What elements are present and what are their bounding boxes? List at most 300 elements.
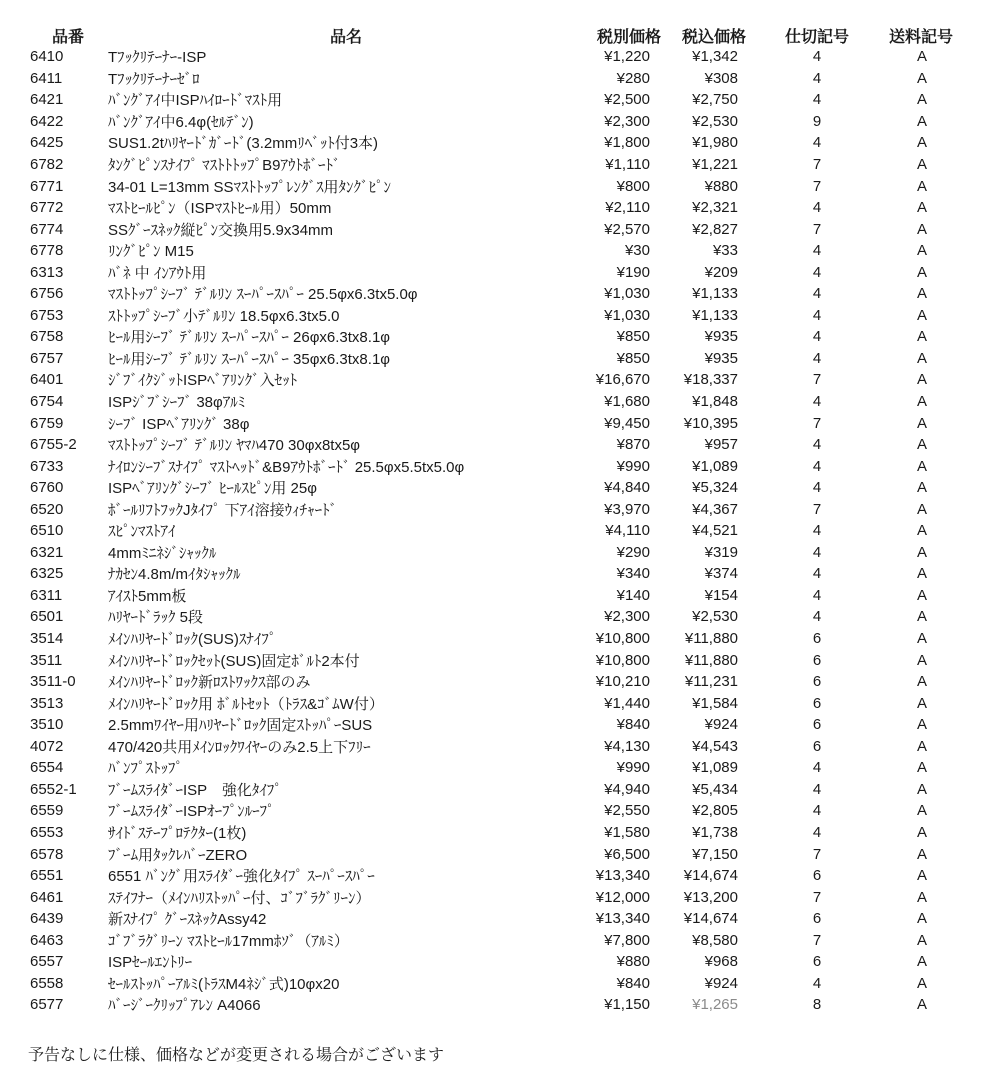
- cell-item-number: 6425: [30, 134, 64, 152]
- cell-item-name: ﾒｲﾝﾊﾘﾔｰﾄﾞﾛｯｸ新ﾛｽﾄﾜｯｸｽ部のみ: [108, 674, 311, 692]
- cell-partition-code: 4: [812, 242, 822, 260]
- cell-price-incl-tax: ¥1,089: [692, 457, 738, 475]
- cell-item-number: 3513: [30, 694, 64, 712]
- cell-item-number: 3510: [30, 716, 64, 734]
- cell-shipping-code: A: [916, 242, 927, 260]
- table-row: [0, 757, 1000, 779]
- cell-price-ex-tax: ¥7,800: [604, 931, 650, 949]
- cell-partition-code: 4: [812, 328, 822, 346]
- cell-item-number: 6733: [30, 457, 64, 475]
- cell-item-number: 6422: [30, 112, 64, 130]
- cell-price-ex-tax: ¥280: [616, 69, 650, 87]
- cell-price-ex-tax: ¥2,300: [604, 608, 650, 626]
- cell-shipping-code: A: [916, 328, 927, 346]
- cell-partition-code: 4: [812, 393, 822, 411]
- cell-price-ex-tax: ¥4,130: [604, 737, 650, 755]
- cell-price-incl-tax: ¥1,265: [692, 996, 738, 1014]
- cell-price-ex-tax: ¥990: [616, 457, 650, 475]
- cell-partition-code: 4: [812, 134, 822, 152]
- cell-price-ex-tax: ¥2,110: [605, 199, 650, 217]
- cell-partition-code: 4: [812, 759, 822, 777]
- cell-shipping-code: A: [916, 608, 927, 626]
- cell-item-number: 6559: [30, 802, 64, 820]
- table-row: [0, 326, 1000, 348]
- cell-item-name: ｱｲｽﾄ5mm板: [108, 587, 187, 605]
- cell-price-incl-tax: ¥209: [704, 263, 738, 281]
- cell-item-name: ﾀﾝｸﾞﾋﾟﾝｽﾅｲﾌﾟ ﾏｽﾄﾄﾄｯﾌﾟB9ｱｳﾄﾎﾞｰﾄﾞ: [108, 157, 341, 174]
- cell-partition-code: 4: [812, 479, 822, 497]
- cell-partition-code: 4: [812, 285, 822, 303]
- cell-item-name: 4mmﾐﾆﾈｼﾞｼｬｯｸﾙ: [108, 544, 217, 562]
- cell-shipping-code: A: [916, 759, 927, 777]
- table-row: [0, 348, 1000, 370]
- cell-price-incl-tax: ¥2,750: [692, 91, 738, 109]
- cell-price-ex-tax: ¥840: [616, 716, 650, 734]
- cell-shipping-code: A: [916, 867, 927, 885]
- cell-price-ex-tax: ¥10,800: [595, 630, 650, 648]
- cell-price-incl-tax: ¥968: [704, 953, 738, 971]
- cell-item-name: ｼﾞﾌﾞｲｸｼﾞｯﾄISPﾍﾞｱﾘﾝｸﾞ入ｾｯﾄ: [108, 372, 298, 390]
- cell-price-incl-tax: ¥924: [704, 716, 738, 734]
- table-row: [0, 563, 1000, 585]
- cell-price-ex-tax: ¥850: [616, 349, 650, 367]
- cell-partition-code: 4: [812, 91, 822, 109]
- cell-price-ex-tax: ¥13,340: [595, 910, 650, 928]
- cell-price-ex-tax: ¥1,110: [605, 156, 650, 173]
- cell-item-name: ﾒｲﾝﾊﾘﾔｰﾄﾞﾛｯｸｾｯﾄ(SUS)固定ﾎﾞﾙﾄ2本付: [108, 652, 360, 670]
- cell-price-ex-tax: ¥1,030: [604, 285, 650, 303]
- column-header-item-name: 品名: [329, 29, 363, 46]
- cell-price-incl-tax: ¥8,580: [692, 931, 738, 949]
- cell-price-incl-tax: ¥11,880: [684, 630, 738, 648]
- cell-item-number: 6760: [30, 479, 64, 497]
- cell-item-number: 6551: [30, 867, 64, 885]
- cell-item-name: ﾊﾘﾔｰﾄﾞﾗｯｸ 5段: [108, 609, 204, 627]
- cell-partition-code: 7: [812, 414, 822, 432]
- cell-shipping-code: A: [916, 306, 927, 324]
- cell-shipping-code: A: [916, 586, 927, 604]
- table-row: [0, 542, 1000, 564]
- cell-partition-code: 4: [812, 522, 822, 540]
- cell-price-ex-tax: ¥12,000: [595, 888, 650, 906]
- cell-shipping-code: A: [916, 522, 927, 540]
- cell-item-number: 6756: [30, 285, 64, 303]
- cell-item-number: 6778: [30, 242, 64, 260]
- cell-item-number: 4072: [30, 737, 64, 755]
- cell-item-number: 6774: [30, 220, 64, 238]
- cell-price-incl-tax: ¥18,337: [683, 371, 738, 389]
- cell-item-name: SUS1.2tﾊﾘﾔｰﾄﾞｶﾞｰﾄﾞ(3.2mmﾘﾍﾞｯﾄ付3本): [108, 135, 379, 153]
- cell-price-incl-tax: ¥957: [704, 436, 738, 454]
- table-row: [0, 240, 1000, 262]
- cell-price-incl-tax: ¥10,395: [683, 414, 738, 432]
- cell-price-ex-tax: ¥16,670: [595, 371, 650, 389]
- cell-shipping-code: A: [916, 371, 927, 389]
- cell-shipping-code: A: [916, 543, 927, 561]
- cell-partition-code: 4: [812, 780, 822, 798]
- cell-partition-code: 6: [812, 673, 822, 691]
- cell-price-ex-tax: ¥1,440: [604, 694, 650, 712]
- cell-price-ex-tax: ¥880: [616, 953, 650, 971]
- cell-price-incl-tax: ¥4,543: [692, 737, 738, 755]
- cell-shipping-code: A: [916, 91, 927, 109]
- cell-item-name: ﾒｲﾝﾊﾘﾔｰﾄﾞﾛｯｸ(SUS)ｽﾅｲﾌﾟ: [108, 631, 277, 649]
- cell-item-name: ﾅｶｾﾝ4.8m/mｲﾀｼｬｯｸﾙ: [108, 566, 241, 584]
- cell-partition-code: 9: [812, 112, 822, 130]
- cell-price-ex-tax: ¥10,210: [595, 673, 650, 691]
- cell-item-name: ﾊﾞｰｼﾞｰｸﾘｯﾌﾟｱﾚﾝ A4066: [108, 997, 261, 1015]
- cell-price-incl-tax: ¥935: [704, 349, 738, 367]
- cell-item-number: 3511: [30, 651, 63, 669]
- cell-item-number: 6552-1: [30, 780, 77, 798]
- cell-item-number: 6578: [30, 845, 64, 863]
- cell-price-ex-tax: ¥1,580: [604, 823, 650, 841]
- cell-item-number: 6313: [30, 263, 64, 281]
- cell-price-incl-tax: ¥5,324: [692, 479, 738, 497]
- cell-price-incl-tax: ¥2,530: [692, 608, 738, 626]
- cell-price-incl-tax: ¥308: [704, 69, 738, 87]
- cell-shipping-code: A: [916, 134, 927, 152]
- cell-partition-code: 7: [812, 845, 822, 863]
- cell-price-incl-tax: ¥1,133: [692, 306, 738, 324]
- table-row: [0, 908, 1000, 930]
- cell-item-name: ﾊﾞﾝﾌﾟｽﾄｯﾌﾟ: [108, 760, 184, 778]
- cell-shipping-code: A: [916, 156, 927, 173]
- cell-shipping-code: A: [916, 802, 927, 820]
- cell-price-incl-tax: ¥319: [704, 543, 738, 561]
- table-row: [0, 477, 1000, 499]
- cell-item-name: ISPﾍﾞｱﾘﾝｸﾞｼｰﾌﾞ ﾋｰﾙｽﾋﾟﾝ用 25φ: [108, 480, 317, 498]
- cell-partition-code: 7: [812, 371, 822, 389]
- cell-price-ex-tax: ¥1,800: [604, 134, 650, 152]
- footer-note: 予告なしに仕様、価格などが変更される場合がございます: [28, 1047, 445, 1064]
- table-row: [0, 886, 1000, 908]
- cell-item-name: ﾊﾞﾈ 中 ｲﾝｱｳﾄ用: [108, 264, 207, 282]
- cell-item-number: 6421: [30, 91, 64, 109]
- cell-item-number: 6557: [30, 953, 64, 971]
- cell-item-number: 6501: [30, 608, 64, 626]
- cell-item-number: 6772: [30, 199, 64, 217]
- table-row: [0, 520, 1000, 542]
- cell-price-incl-tax: ¥11,231: [684, 673, 738, 691]
- cell-price-incl-tax: ¥924: [704, 974, 738, 992]
- cell-item-number: 6558: [30, 974, 64, 992]
- table-row: [0, 369, 1000, 391]
- cell-shipping-code: A: [916, 737, 927, 755]
- cell-item-number: 6758: [30, 328, 64, 346]
- cell-price-incl-tax: ¥374: [704, 565, 738, 583]
- cell-item-name: 34-01 L=13mm SSﾏｽﾄﾄｯﾌﾟﾚﾝｸﾞｽ用ﾀﾝｸﾞﾋﾟﾝ: [108, 178, 391, 196]
- table-row: [0, 628, 1000, 650]
- cell-item-name: SSｸﾞｰｽﾈｯｸ縦ﾋﾟﾝ交換用5.9x34mm: [108, 221, 334, 239]
- cell-shipping-code: A: [916, 953, 927, 971]
- cell-partition-code: 7: [812, 156, 822, 173]
- cell-price-incl-tax: ¥1,221: [692, 156, 738, 173]
- cell-price-ex-tax: ¥840: [616, 974, 650, 992]
- cell-price-ex-tax: ¥340: [616, 565, 650, 583]
- cell-shipping-code: A: [916, 910, 927, 928]
- cell-price-incl-tax: ¥14,674: [683, 867, 738, 885]
- cell-item-name: ﾊﾞﾝｸﾞｱｲ中6.4φ(ｾﾙﾃﾞﾝ): [108, 113, 254, 131]
- table-row: [0, 951, 1000, 973]
- cell-shipping-code: A: [916, 263, 927, 281]
- cell-item-name: ﾏｽﾄﾄｯﾌﾟｼｰﾌﾞ ﾃﾞﾙﾘﾝ ﾔﾏﾊ470 30φx8tx5φ: [108, 437, 361, 455]
- cell-price-incl-tax: ¥4,367: [692, 500, 738, 518]
- cell-item-name: ﾌﾞｰﾑｽﾗｲﾀﾞｰISPｵｰﾌﾟﾝﾙｰﾌﾟ: [108, 803, 275, 821]
- table-row: [0, 132, 1000, 154]
- cell-item-number: 6755-2: [30, 436, 77, 454]
- cell-price-ex-tax: ¥1,030: [604, 306, 650, 324]
- cell-price-incl-tax: ¥1,584: [692, 694, 738, 712]
- cell-shipping-code: A: [916, 888, 927, 906]
- cell-partition-code: 6: [812, 953, 822, 971]
- cell-shipping-code: A: [916, 780, 927, 798]
- cell-item-number: 6520: [30, 500, 64, 518]
- cell-shipping-code: A: [916, 177, 927, 195]
- cell-price-incl-tax: ¥2,321: [692, 199, 738, 217]
- table-row: [0, 197, 1000, 219]
- cell-price-ex-tax: ¥140: [616, 586, 650, 604]
- cell-item-name: ISPｼﾞﾌﾞｼｰﾌﾞ 38φｱﾙﾐ: [108, 394, 246, 412]
- cell-item-number: 6577: [30, 996, 64, 1014]
- cell-price-ex-tax: ¥990: [616, 759, 650, 777]
- cell-price-ex-tax: ¥1,150: [604, 996, 650, 1014]
- table-header: [0, 24, 1000, 46]
- cell-item-name: ﾋｰﾙ用ｼｰﾌﾞ ﾃﾞﾙﾘﾝ ｽｰﾊﾟｰｽﾊﾟｰ 26φx6.3tx8.1φ: [108, 329, 391, 347]
- cell-price-incl-tax: ¥2,805: [692, 802, 738, 820]
- table-row: [0, 714, 1000, 736]
- cell-partition-code: 4: [812, 802, 822, 820]
- cell-price-ex-tax: ¥4,940: [604, 780, 650, 798]
- cell-item-name: 新ｽﾅｲﾌﾟ ｸﾞｰｽﾈｯｸAssy42: [108, 911, 267, 929]
- cell-item-name: ｻｲﾄﾞｽﾃｰﾌﾟﾛﾃｸﾀｰ(1枚): [108, 824, 247, 842]
- cell-item-name: ﾅｲﾛﾝｼｰﾌﾞｽﾅｲﾌﾟ ﾏｽﾄﾍｯﾄﾞ&B9ｱｳﾄﾎﾞｰﾄﾞ 25.5φx5.5tx5.0φ: [108, 458, 465, 476]
- cell-item-name: ﾎﾞｰﾙﾘﾌﾄﾌｯｸJﾀｲﾌﾟ 下ｱｲ溶接ｳｨﾁｬｰﾄﾞ: [108, 501, 338, 519]
- cell-item-name: ﾏｽﾄﾋｰﾙﾋﾟﾝ（ISPﾏｽﾄﾋｰﾙ用）50mm: [108, 200, 332, 218]
- cell-item-name: ﾊﾞﾝｸﾞｱｲ中ISPﾊｲﾛｰﾄﾞﾏｽﾄ用: [108, 92, 283, 110]
- cell-partition-code: 7: [812, 888, 822, 906]
- cell-item-name: ﾌﾞｰﾑ用ﾀｯｸﾚﾊﾞｰZERO: [108, 846, 248, 864]
- table-row: [0, 822, 1000, 844]
- cell-price-ex-tax: ¥1,680: [604, 393, 650, 411]
- cell-price-incl-tax: ¥7,150: [692, 845, 738, 863]
- cell-partition-code: 4: [812, 974, 822, 992]
- cell-price-incl-tax: ¥13,200: [683, 888, 738, 906]
- cell-item-number: 6439: [30, 910, 64, 928]
- cell-partition-code: 7: [812, 931, 822, 949]
- cell-item-number: 6401: [30, 371, 64, 389]
- cell-partition-code: 6: [812, 630, 822, 648]
- cell-partition-code: 6: [812, 651, 822, 669]
- cell-partition-code: 6: [812, 694, 822, 712]
- cell-partition-code: 6: [812, 716, 822, 734]
- cell-price-incl-tax: ¥1,133: [692, 285, 738, 303]
- cell-price-ex-tax: ¥190: [616, 263, 650, 281]
- table-row: [0, 283, 1000, 305]
- cell-item-name: ﾋｰﾙ用ｼｰﾌﾞ ﾃﾞﾙﾘﾝ ｽｰﾊﾟｰｽﾊﾟｰ 35φx6.3tx8.1φ: [108, 350, 391, 368]
- table-row: [0, 154, 1000, 176]
- cell-price-incl-tax: ¥935: [704, 328, 738, 346]
- cell-shipping-code: A: [916, 845, 927, 863]
- table-row: [0, 585, 1000, 607]
- table-row: [0, 498, 1000, 520]
- cell-shipping-code: A: [916, 651, 927, 669]
- cell-partition-code: 4: [812, 199, 822, 217]
- table-row: [0, 606, 1000, 628]
- table-row: [0, 305, 1000, 327]
- cell-item-number: 6753: [30, 306, 64, 324]
- table-row: [0, 929, 1000, 951]
- cell-item-name: ｽﾋﾟﾝﾏｽﾄｱｲ: [108, 523, 176, 541]
- cell-shipping-code: A: [916, 694, 927, 712]
- cell-shipping-code: A: [916, 500, 927, 518]
- cell-price-incl-tax: ¥880: [704, 177, 738, 195]
- cell-shipping-code: A: [916, 48, 927, 66]
- cell-item-name: 470/420共用ﾒｲﾝﾛｯｸﾜｲﾔｰのみ2.5上下ﾌﾘｰ: [108, 738, 371, 756]
- cell-shipping-code: A: [916, 996, 927, 1014]
- cell-partition-code: 4: [812, 586, 822, 604]
- cell-price-ex-tax: ¥13,340: [595, 867, 650, 885]
- cell-item-number: 6771: [30, 177, 64, 195]
- cell-shipping-code: A: [916, 199, 927, 217]
- cell-price-ex-tax: ¥2,570: [604, 220, 650, 238]
- cell-partition-code: 4: [812, 263, 822, 281]
- cell-item-number: 6461: [30, 888, 64, 906]
- cell-price-incl-tax: ¥5,434: [692, 780, 738, 798]
- cell-item-name: ﾒｲﾝﾊﾘﾔｰﾄﾞﾛｯｸ用 ﾎﾞﾙﾄｾｯﾄ（ﾄﾗｽ&ｺﾞﾑW付）: [108, 695, 384, 713]
- table-row: [0, 843, 1000, 865]
- cell-item-number: 6411: [30, 69, 63, 87]
- cell-price-incl-tax: ¥1,089: [692, 759, 738, 777]
- cell-shipping-code: A: [916, 220, 927, 238]
- cell-price-incl-tax: ¥1,848: [692, 393, 738, 411]
- cell-shipping-code: A: [916, 457, 927, 475]
- cell-partition-code: 6: [812, 867, 822, 885]
- column-header-shipping-code: 送料記号: [888, 29, 954, 46]
- cell-partition-code: 4: [812, 436, 822, 454]
- cell-item-name: Tﾌｯｸﾘﾃｰﾅｰ-ISP: [108, 49, 207, 67]
- table-row: [0, 736, 1000, 758]
- cell-price-ex-tax: ¥1,220: [604, 48, 650, 66]
- cell-shipping-code: A: [916, 630, 927, 648]
- cell-item-name: ｺﾞﾌﾞﾗｸﾞﾘｰﾝ ﾏｽﾄﾋｰﾙ17mmﾎｿﾞ（ｱﾙﾐ）: [108, 932, 349, 950]
- cell-price-incl-tax: ¥2,530: [692, 112, 738, 130]
- cell-price-ex-tax: ¥10,800: [595, 651, 650, 669]
- cell-price-incl-tax: ¥4,521: [692, 522, 738, 540]
- cell-price-ex-tax: ¥2,300: [604, 112, 650, 130]
- cell-partition-code: 4: [812, 48, 822, 66]
- cell-item-name: ﾌﾞｰﾑｽﾗｲﾀﾞｰISP 強化ﾀｲﾌﾟ: [108, 781, 282, 799]
- cell-shipping-code: A: [916, 349, 927, 367]
- cell-item-number: 6554: [30, 759, 64, 777]
- table-row: [0, 68, 1000, 90]
- table-row: [0, 973, 1000, 995]
- cell-shipping-code: A: [916, 69, 927, 87]
- cell-price-ex-tax: ¥4,840: [604, 479, 650, 497]
- cell-price-ex-tax: ¥290: [616, 543, 650, 561]
- cell-price-ex-tax: ¥6,500: [604, 845, 650, 863]
- cell-price-ex-tax: ¥4,110: [605, 522, 650, 540]
- cell-shipping-code: A: [916, 565, 927, 583]
- cell-item-number: 6410: [30, 48, 64, 66]
- cell-partition-code: 7: [812, 177, 822, 195]
- table-row: [0, 800, 1000, 822]
- cell-shipping-code: A: [916, 974, 927, 992]
- cell-partition-code: 4: [812, 69, 822, 87]
- cell-item-number: 6463: [30, 931, 64, 949]
- cell-item-name: 6551 ﾊﾞﾝｸﾞ用ｽﾗｲﾀﾞｰ強化ﾀｲﾌﾟ ｽｰﾊﾟｰｽﾊﾟｰ: [108, 868, 375, 886]
- cell-shipping-code: A: [916, 479, 927, 497]
- cell-item-number: 6754: [30, 393, 64, 411]
- cell-price-ex-tax: ¥2,500: [604, 91, 650, 109]
- cell-item-name: ｽﾃｲﾌﾅｰ（ﾒｲﾝﾊﾘｽﾄｯﾊﾟｰ付、ｺﾞﾌﾞﾗｸﾞﾘｰﾝ）: [108, 889, 371, 907]
- cell-partition-code: 4: [812, 608, 822, 626]
- table-row: [0, 111, 1000, 133]
- column-header-price-incl-tax: 税込価格: [681, 29, 747, 46]
- cell-price-incl-tax: ¥11,880: [684, 651, 738, 669]
- cell-partition-code: 4: [812, 543, 822, 561]
- cell-price-incl-tax: ¥1,342: [692, 48, 738, 66]
- cell-item-number: 6759: [30, 414, 64, 432]
- table-row: [0, 434, 1000, 456]
- table-row: [0, 865, 1000, 887]
- column-header-partition-code: 仕切記号: [784, 29, 850, 46]
- cell-partition-code: 4: [812, 457, 822, 475]
- cell-partition-code: 7: [812, 500, 822, 518]
- cell-shipping-code: A: [916, 673, 927, 691]
- cell-shipping-code: A: [916, 931, 927, 949]
- cell-price-incl-tax: ¥154: [704, 586, 738, 604]
- cell-partition-code: 4: [812, 349, 822, 367]
- table-row: [0, 261, 1000, 283]
- table-row: [0, 779, 1000, 801]
- cell-price-incl-tax: ¥1,738: [692, 823, 738, 841]
- table-row: [0, 46, 1000, 68]
- cell-shipping-code: A: [916, 414, 927, 432]
- cell-item-number: 6553: [30, 823, 64, 841]
- table-row: [0, 175, 1000, 197]
- cell-shipping-code: A: [916, 285, 927, 303]
- cell-shipping-code: A: [916, 716, 927, 734]
- cell-partition-code: 4: [812, 306, 822, 324]
- table-row: [0, 692, 1000, 714]
- cell-price-ex-tax: ¥2,550: [604, 802, 650, 820]
- cell-shipping-code: A: [916, 823, 927, 841]
- cell-item-number: 3514: [30, 630, 64, 648]
- table-row: [0, 391, 1000, 413]
- cell-item-number: 6757: [30, 349, 64, 367]
- column-header-item-number: 品番: [51, 29, 85, 46]
- cell-shipping-code: A: [916, 436, 927, 454]
- cell-item-number: 6782: [30, 156, 64, 173]
- cell-price-ex-tax: ¥850: [616, 328, 650, 346]
- cell-item-number: 3511-0: [30, 673, 76, 691]
- cell-item-number: 6311: [30, 586, 63, 604]
- table-row: [0, 218, 1000, 240]
- cell-partition-code: 4: [812, 823, 822, 841]
- cell-item-number: 6325: [30, 565, 64, 583]
- cell-shipping-code: A: [916, 112, 927, 130]
- table-row: [0, 994, 1000, 1016]
- table-row: [0, 649, 1000, 671]
- cell-item-number: 6510: [30, 522, 64, 540]
- cell-partition-code: 6: [812, 737, 822, 755]
- cell-item-number: 6321: [30, 543, 64, 561]
- cell-item-name: ｼｰﾌﾞ ISPﾍﾞｱﾘﾝｸﾞ 38φ: [108, 415, 250, 433]
- cell-shipping-code: A: [916, 393, 927, 411]
- cell-item-name: Tﾌｯｸﾘﾃｰﾅｰｾﾞﾛ: [108, 70, 200, 88]
- cell-price-incl-tax: ¥33: [712, 242, 738, 260]
